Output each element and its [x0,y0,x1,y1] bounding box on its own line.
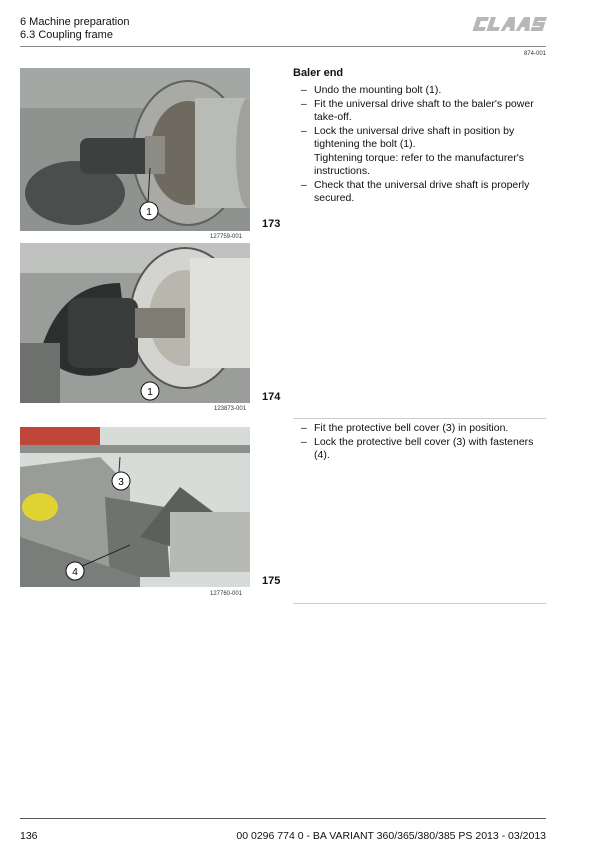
figure-175-caption: 127760-001 [210,591,243,597]
claas-logo [470,14,548,34]
figure-173-caption: 127759-001 [210,234,243,240]
block-separator [293,603,546,604]
step-item: – Lock the universal drive shaft in position by tightening the bolt (1). Tightening torque: refer to the manufacturer's instructions. [293,125,543,178]
figure-175-photo [20,427,250,587]
svg-text:4: 4 [72,567,78,578]
section-heading: 6.3 Coupling frame [20,29,113,41]
figure-175-number: 175 [262,575,281,587]
step-list-baler-end [293,84,543,206]
svg-text:1: 1 [147,387,153,398]
svg-text:1: 1 [146,207,152,218]
step-item: – Fit the universal drive shaft to the baler's power take-off. [301,98,534,123]
chapter-heading: 6 Machine preparation [20,16,130,28]
block-separator [293,418,546,419]
step-item: – Check that the universal drive shaft is properly secured. [301,179,530,204]
figure-174-number: 174 [262,391,281,403]
callout-1-fig173 [138,200,160,222]
figure-173-number: 173 [262,218,281,230]
callout-1-fig174 [139,380,161,402]
step-item: – Fit the protective bell cover (3) in position. [301,422,509,434]
torque-note: Tightening torque: refer to the manufacturer's instructions. [314,152,524,177]
logo-text: CLAAS [470,14,474,15]
document-reference: 00 0296 774 0 - BA VARIANT 360/365/380/385 PS 2013 - 03/2013 [236,830,546,842]
page-number: 136 [20,830,38,842]
step-list-bell-cover [293,422,543,463]
step-item: – Lock the protective bell cover (3) with fasteners (4). [301,436,534,461]
figure-174-caption: 123873-001 [214,406,247,412]
callout-4-fig175 [64,560,86,582]
figure-173-photo [20,68,250,231]
svg-text:3: 3 [118,477,124,488]
header-rule [20,46,546,47]
step-item: – Undo the mounting bolt (1). [301,84,442,96]
callout-3-fig175 [110,470,132,492]
block-title-baler-end: Baler end [293,67,344,79]
footer-rule [20,818,546,819]
document-code: 874-001 [523,51,546,57]
figure-174-photo [20,243,250,403]
